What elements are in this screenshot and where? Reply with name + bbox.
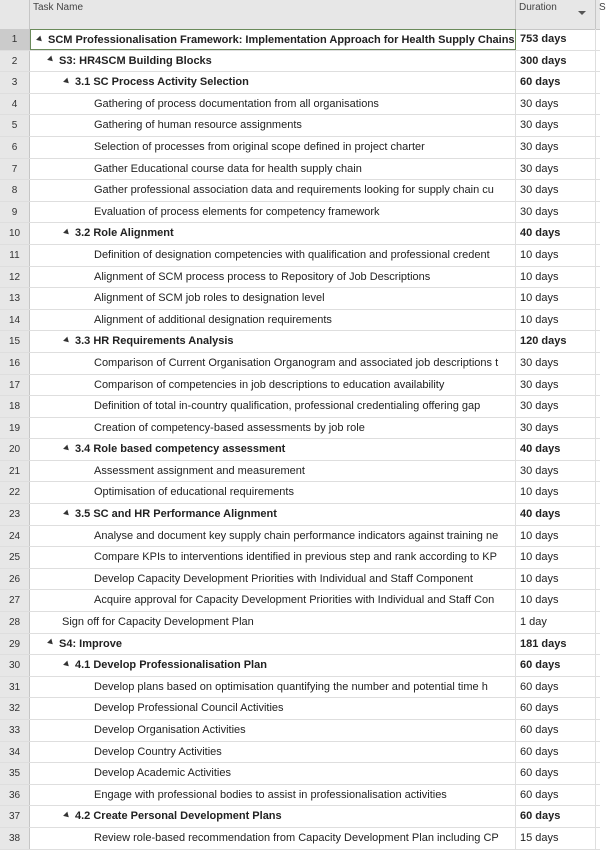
task-name-label: S3: HR4SCM Building Blocks xyxy=(59,54,212,67)
row-number[interactable]: 37 xyxy=(0,806,30,827)
duration-cell[interactable]: 181 days xyxy=(516,634,596,655)
chevron-down-icon[interactable] xyxy=(578,11,586,15)
duration-cell[interactable]: 10 days xyxy=(516,526,596,547)
duration-cell[interactable]: 10 days xyxy=(516,482,596,503)
row-number[interactable]: 6 xyxy=(0,137,30,158)
task-name-cell[interactable] xyxy=(30,590,516,611)
duration-cell[interactable]: 10 days xyxy=(516,245,596,266)
next-column-cell[interactable] xyxy=(596,461,600,482)
row-number[interactable]: 28 xyxy=(0,612,30,633)
table-row[interactable] xyxy=(0,137,600,159)
task-name-cell[interactable] xyxy=(30,310,516,331)
row-number[interactable]: 32 xyxy=(0,698,30,719)
task-name-label: Definition of designation competencies with qualification and professional credent xyxy=(94,248,490,261)
task-name-cell[interactable] xyxy=(30,331,516,352)
task-name-label: Develop Academic Activities xyxy=(94,767,231,780)
task-name-cell[interactable] xyxy=(30,569,516,590)
task-name-header-label: Task Name xyxy=(33,2,84,13)
task-name-label: Alignment of additional designation requirements xyxy=(94,313,332,326)
row-number[interactable]: 27 xyxy=(0,590,30,611)
row-number[interactable]: 14 xyxy=(0,310,30,331)
task-name-cell[interactable] xyxy=(30,159,516,180)
collapse-triangle-icon[interactable] xyxy=(63,509,71,517)
task-name-cell[interactable] xyxy=(30,439,516,460)
table-row[interactable] xyxy=(0,634,600,656)
next-column-cell[interactable] xyxy=(596,677,600,698)
task-name-label: Develop Capacity Development Priorities with Individual and Staff Component xyxy=(94,572,473,585)
task-name-cell[interactable] xyxy=(30,785,516,806)
row-number[interactable]: 31 xyxy=(0,677,30,698)
next-column-cell[interactable] xyxy=(596,202,600,223)
table-row[interactable] xyxy=(0,547,600,569)
duration-cell[interactable]: 60 days xyxy=(516,72,596,93)
duration-cell[interactable]: 30 days xyxy=(516,353,596,374)
table-row[interactable] xyxy=(0,677,600,699)
table-row[interactable] xyxy=(0,828,600,850)
table-row[interactable] xyxy=(0,439,600,461)
task-name-cell[interactable] xyxy=(30,396,516,417)
table-row[interactable] xyxy=(0,94,600,116)
task-name-cell[interactable] xyxy=(30,375,516,396)
row-number[interactable]: 13 xyxy=(0,288,30,309)
row-number[interactable]: 23 xyxy=(0,504,30,525)
task-name-label: Develop Professional Council Activities xyxy=(94,702,284,715)
task-name-cell[interactable] xyxy=(30,504,516,525)
row-number[interactable]: 24 xyxy=(0,526,30,547)
task-name-cell[interactable] xyxy=(30,526,516,547)
duration-cell[interactable]: 60 days xyxy=(516,720,596,741)
task-name-cell[interactable] xyxy=(30,612,516,633)
row-number[interactable]: 18 xyxy=(0,396,30,417)
next-column-cell[interactable] xyxy=(596,828,600,849)
table-row[interactable] xyxy=(0,202,600,224)
task-name-label: Gathering of process documentation from all organisations xyxy=(94,97,379,110)
duration-cell[interactable]: 30 days xyxy=(516,375,596,396)
next-column-cell[interactable] xyxy=(596,310,600,331)
table-row[interactable] xyxy=(0,526,600,548)
duration-cell[interactable]: 30 days xyxy=(516,94,596,115)
task-name-cell[interactable] xyxy=(30,418,516,439)
next-column-cell[interactable] xyxy=(596,51,600,72)
collapse-triangle-icon[interactable] xyxy=(47,56,55,64)
task-name-label: Develop Country Activities xyxy=(94,745,222,758)
task-name-label: Alignment of SCM process process to Repository of Job Descriptions xyxy=(94,270,431,283)
row-number[interactable]: 36 xyxy=(0,785,30,806)
next-column-cell[interactable] xyxy=(596,418,600,439)
collapse-triangle-icon[interactable] xyxy=(36,35,44,43)
duration-cell[interactable]: 40 days xyxy=(516,439,596,460)
task-name-cell[interactable] xyxy=(30,353,516,374)
task-name-cell[interactable] xyxy=(30,461,516,482)
duration-cell[interactable]: 10 days xyxy=(516,310,596,331)
next-column-cell[interactable] xyxy=(596,482,600,503)
task-name-label: S4: Improve xyxy=(59,637,122,650)
task-name-label: Gather Educational course data for health supply chain xyxy=(94,162,362,175)
duration-cell[interactable]: 60 days xyxy=(516,806,596,827)
next-column-cell[interactable] xyxy=(596,806,600,827)
task-name-label: Comparison of Current Organisation Organogram and associated job descriptions t xyxy=(94,356,499,369)
table-row[interactable] xyxy=(0,331,600,353)
task-name-label: 3.4 Role based competency assessment xyxy=(75,443,286,456)
duration-cell[interactable]: 40 days xyxy=(516,504,596,525)
row-number[interactable]: 17 xyxy=(0,375,30,396)
task-name-label: Develop plans based on optimisation quantifying the number and potential time h xyxy=(94,680,488,693)
collapse-triangle-icon[interactable] xyxy=(63,77,71,85)
task-name-cell[interactable] xyxy=(30,245,516,266)
task-name-cell[interactable] xyxy=(30,51,516,72)
task-name-label: Comparison of competencies in job descriptions to education availability xyxy=(94,378,445,391)
duration-cell[interactable]: 30 days xyxy=(516,159,596,180)
duration-cell[interactable]: 10 days xyxy=(516,267,596,288)
row-number[interactable]: 15 xyxy=(0,331,30,352)
task-name-label: 3.2 Role Alignment xyxy=(75,227,174,240)
table-row[interactable] xyxy=(0,418,600,440)
task-name-label: Develop Organisation Activities xyxy=(94,724,246,736)
row-number[interactable]: 22 xyxy=(0,482,30,503)
duration-cell[interactable]: 10 days xyxy=(516,288,596,309)
task-name-cell[interactable] xyxy=(30,223,516,244)
duration-cell[interactable]: 120 days xyxy=(516,331,596,352)
task-name-label: Engage with professional bodies to assist in professionalisation activities xyxy=(94,788,447,801)
task-name-label: Alignment of SCM job roles to designation level xyxy=(94,292,325,305)
task-name-cell[interactable] xyxy=(30,742,516,763)
collapse-triangle-icon[interactable] xyxy=(63,444,71,452)
collapse-triangle-icon[interactable] xyxy=(47,639,55,647)
next-column-cell[interactable] xyxy=(596,267,600,288)
row-number[interactable]: 19 xyxy=(0,418,30,439)
duration-cell[interactable]: 60 days xyxy=(516,785,596,806)
next-column-cell[interactable] xyxy=(596,655,600,676)
row-number[interactable]: 20 xyxy=(0,439,30,460)
table-row[interactable] xyxy=(0,115,600,137)
duration-cell[interactable]: 60 days xyxy=(516,763,596,784)
next-column-cell[interactable] xyxy=(596,763,600,784)
table-row[interactable] xyxy=(0,461,600,483)
table-row[interactable] xyxy=(0,29,600,51)
task-rows xyxy=(0,29,600,850)
table-row[interactable] xyxy=(0,245,600,267)
task-name-label: Analyse and document key supply chain performance indicators against training ne xyxy=(94,529,499,542)
table-row[interactable] xyxy=(0,612,600,634)
collapse-triangle-icon[interactable] xyxy=(63,660,71,668)
duration-cell[interactable]: 10 days xyxy=(516,590,596,611)
next-column-header[interactable] xyxy=(596,0,606,29)
row-number[interactable]: 7 xyxy=(0,159,30,180)
task-name-label: 4.2 Create Personal Development Plans xyxy=(75,810,282,823)
duration-cell[interactable]: 30 days xyxy=(516,180,596,201)
task-name-cell[interactable] xyxy=(30,180,516,201)
task-name-label: 3.1 SC Process Activity Selection xyxy=(75,76,249,89)
row-number[interactable]: 8 xyxy=(0,180,30,201)
task-name-column-header[interactable] xyxy=(30,0,516,29)
task-name-cell[interactable] xyxy=(30,202,516,223)
table-row[interactable] xyxy=(0,806,600,828)
next-column-cell[interactable] xyxy=(596,180,600,201)
task-name-cell[interactable] xyxy=(30,29,516,50)
task-name-cell[interactable] xyxy=(30,482,516,503)
row-number[interactable]: 2 xyxy=(0,51,30,72)
next-column-cell[interactable] xyxy=(596,331,600,352)
table-row[interactable] xyxy=(0,504,600,526)
duration-cell[interactable]: 30 days xyxy=(516,396,596,417)
duration-cell[interactable]: 10 days xyxy=(516,547,596,568)
task-name-label: Definition of total in-country qualification, professional credentialing offering gap xyxy=(94,400,481,413)
next-column-cell[interactable] xyxy=(596,526,600,547)
table-row[interactable] xyxy=(0,763,600,785)
next-column-cell[interactable] xyxy=(596,72,600,93)
table-row[interactable] xyxy=(0,720,600,742)
duration-header-label: Duration xyxy=(519,2,557,13)
row-number[interactable]: 34 xyxy=(0,742,30,763)
row-number[interactable]: 1 xyxy=(0,29,30,50)
next-column-cell[interactable] xyxy=(596,547,600,568)
duration-cell[interactable]: 15 days xyxy=(516,828,596,849)
task-name-cell[interactable] xyxy=(30,763,516,784)
table-row[interactable] xyxy=(0,482,600,504)
row-number[interactable]: 30 xyxy=(0,655,30,676)
table-row[interactable] xyxy=(0,396,600,418)
duration-cell[interactable]: 10 days xyxy=(516,569,596,590)
next-column-cell[interactable] xyxy=(596,569,600,590)
task-name-cell[interactable] xyxy=(30,547,516,568)
task-name-cell[interactable] xyxy=(30,655,516,676)
task-name-label: Creation of competency-based assessments by job role xyxy=(94,421,365,434)
next-column-cell[interactable] xyxy=(596,137,600,158)
duration-cell[interactable]: 1 day xyxy=(516,612,596,633)
next-column-cell[interactable] xyxy=(596,439,600,460)
next-column-cell[interactable] xyxy=(596,94,600,115)
duration-cell[interactable]: 60 days xyxy=(516,677,596,698)
table-row[interactable] xyxy=(0,72,600,94)
next-column-cell[interactable] xyxy=(596,612,600,633)
duration-cell[interactable]: 753 days xyxy=(516,29,596,50)
next-column-cell[interactable] xyxy=(596,159,600,180)
table-row[interactable] xyxy=(0,698,600,720)
task-name-label: Sign off for Capacity Development Plan xyxy=(62,616,254,629)
duration-cell[interactable]: 300 days xyxy=(516,51,596,72)
row-number[interactable]: 33 xyxy=(0,720,30,741)
next-column-cell[interactable] xyxy=(596,396,600,417)
task-name-cell[interactable] xyxy=(30,806,516,827)
task-name-cell[interactable] xyxy=(30,72,516,93)
row-number[interactable]: 5 xyxy=(0,115,30,136)
next-column-cell[interactable] xyxy=(596,698,600,719)
row-number[interactable]: 26 xyxy=(0,569,30,590)
task-name-label: 4.1 Develop Professionalisation Plan xyxy=(75,659,267,672)
next-column-cell[interactable] xyxy=(596,288,600,309)
row-number[interactable]: 4 xyxy=(0,94,30,115)
duration-cell[interactable]: 30 days xyxy=(516,461,596,482)
task-name-label: Acquire approval for Capacity Development Priorities with Individual and Staff Con xyxy=(94,594,495,607)
table-row[interactable] xyxy=(0,310,600,332)
duration-cell[interactable]: 60 days xyxy=(516,655,596,676)
task-name-label: Optimisation of educational requirements xyxy=(94,486,294,499)
task-name-cell[interactable] xyxy=(30,94,516,115)
next-column-cell[interactable] xyxy=(596,29,600,50)
table-row[interactable] xyxy=(0,590,600,612)
collapse-triangle-icon[interactable] xyxy=(63,337,71,345)
row-number[interactable]: 11 xyxy=(0,245,30,266)
task-name-label: Review role-based recommendation from Capacity Development Plan including CP xyxy=(94,831,499,844)
row-number[interactable]: 16 xyxy=(0,353,30,374)
task-name-cell[interactable] xyxy=(30,634,516,655)
column-header-bar xyxy=(0,0,606,30)
task-name-label: 3.3 HR Requirements Analysis xyxy=(75,335,234,348)
row-number[interactable]: 9 xyxy=(0,202,30,223)
duration-cell[interactable]: 30 days xyxy=(516,137,596,158)
table-row[interactable] xyxy=(0,180,600,202)
row-number[interactable]: 12 xyxy=(0,267,30,288)
task-name-label: Evaluation of process elements for competency framework xyxy=(94,205,380,218)
duration-cell[interactable]: 30 days xyxy=(516,418,596,439)
row-number[interactable]: 3 xyxy=(0,72,30,93)
table-row[interactable] xyxy=(0,569,600,591)
row-number[interactable]: 38 xyxy=(0,828,30,849)
table-row[interactable] xyxy=(0,159,600,181)
task-name-cell[interactable] xyxy=(30,677,516,698)
task-name-label: 3.5 SC and HR Performance Alignment xyxy=(75,508,277,521)
table-row[interactable] xyxy=(0,267,600,289)
next-column-cell[interactable] xyxy=(596,353,600,374)
task-name-cell[interactable] xyxy=(30,267,516,288)
task-name-cell[interactable] xyxy=(30,115,516,136)
task-name-cell[interactable] xyxy=(30,288,516,309)
next-column-cell[interactable] xyxy=(596,590,600,611)
next-column-cell[interactable] xyxy=(596,223,600,244)
row-number[interactable]: 21 xyxy=(0,461,30,482)
next-column-cell[interactable] xyxy=(596,375,600,396)
next-column-header-label: S xyxy=(599,2,606,13)
duration-cell[interactable]: 30 days xyxy=(516,115,596,136)
next-column-cell[interactable] xyxy=(596,742,600,763)
row-number[interactable]: 29 xyxy=(0,634,30,655)
task-name-cell[interactable] xyxy=(30,720,516,741)
task-name-cell[interactable] xyxy=(30,698,516,719)
duration-cell[interactable]: 40 days xyxy=(516,223,596,244)
task-name-label: Compare KPIs to interventions identified in previous step and rank according to KP xyxy=(94,551,497,564)
next-column-cell[interactable] xyxy=(596,785,600,806)
table-row[interactable] xyxy=(0,785,600,807)
collapse-triangle-icon[interactable] xyxy=(63,229,71,237)
task-name-label: Gather professional association data and requirements looking for supply chain cu xyxy=(94,184,494,197)
table-row[interactable] xyxy=(0,375,600,397)
next-column-cell[interactable] xyxy=(596,504,600,525)
duration-cell[interactable]: 30 days xyxy=(516,202,596,223)
table-row[interactable] xyxy=(0,655,600,677)
task-name-cell[interactable] xyxy=(30,137,516,158)
duration-column-header[interactable] xyxy=(516,0,596,29)
task-name-cell[interactable] xyxy=(30,828,516,849)
row-number-header[interactable] xyxy=(0,0,30,29)
task-name-label: Gathering of human resource assignments xyxy=(94,119,302,132)
row-number[interactable]: 35 xyxy=(0,763,30,784)
task-name-label: Assessment assignment and measurement xyxy=(94,464,305,477)
row-number[interactable]: 10 xyxy=(0,223,30,244)
duration-cell[interactable]: 60 days xyxy=(516,742,596,763)
task-name-label: SCM Professionalisation Framework: Implementation Approach for Health Supply Chains xyxy=(48,34,515,46)
row-number[interactable]: 25 xyxy=(0,547,30,568)
next-column-cell[interactable] xyxy=(596,245,600,266)
table-row[interactable] xyxy=(0,223,600,245)
table-row[interactable] xyxy=(0,51,600,73)
duration-cell[interactable]: 60 days xyxy=(516,698,596,719)
table-row[interactable] xyxy=(0,288,600,310)
table-row[interactable] xyxy=(0,353,600,375)
next-column-cell[interactable] xyxy=(596,115,600,136)
next-column-cell[interactable] xyxy=(596,634,600,655)
next-column-cell[interactable] xyxy=(596,720,600,741)
task-name-label: Selection of processes from original scope defined in project charter xyxy=(94,140,425,153)
table-row[interactable] xyxy=(0,742,600,764)
collapse-triangle-icon[interactable] xyxy=(63,812,71,820)
